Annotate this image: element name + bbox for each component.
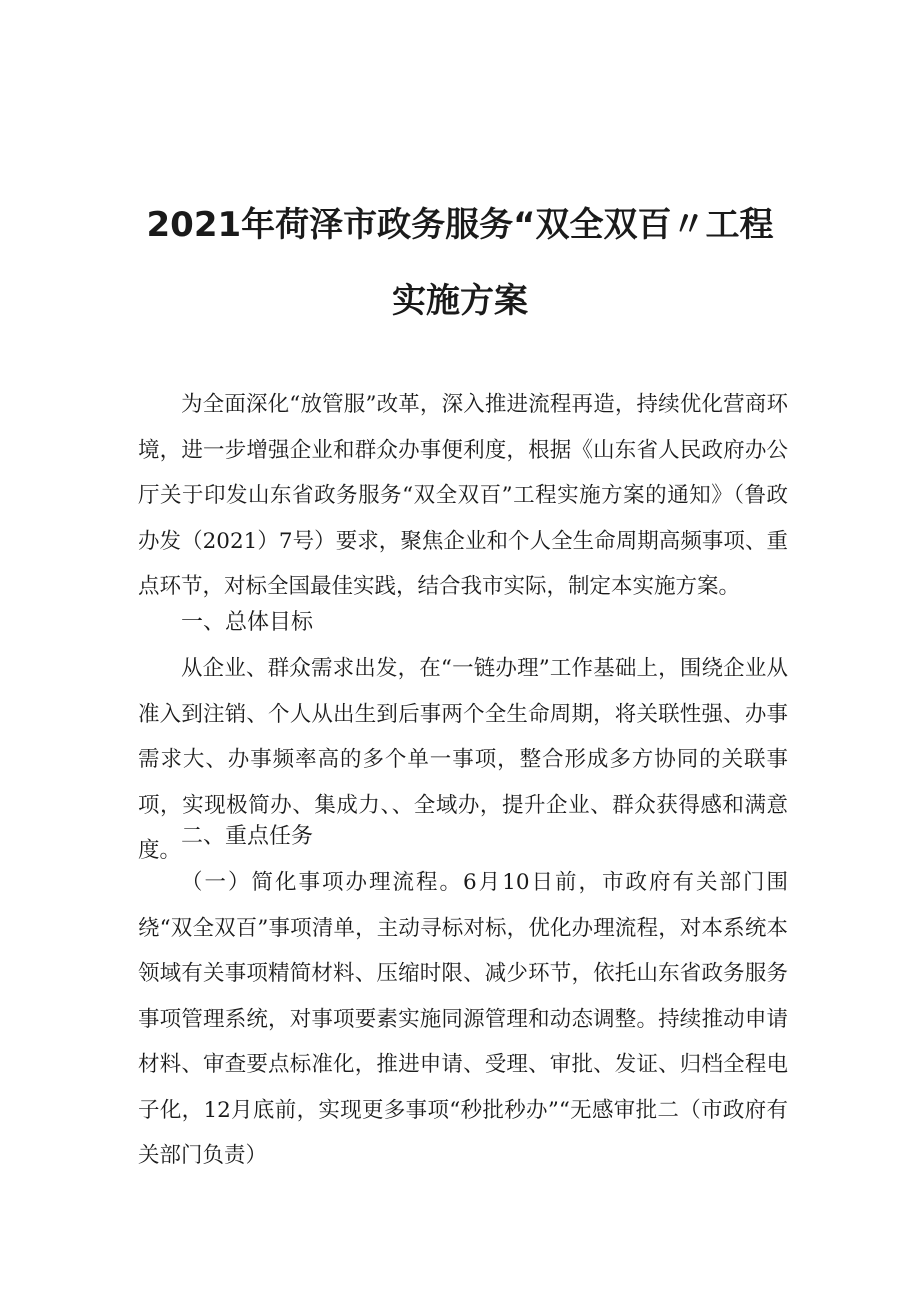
document-title-line-2: 实施方案 xyxy=(392,281,528,321)
section-heading-overall-goals: 一、总体目标 xyxy=(181,610,314,635)
intro-paragraph: 为全面深化“放管服”改革，深入推进流程再造，持续优化营商环境，进一步增强企业和群众办事便利度，根据《山东省人民政府办公厅关于印发山东省政务服务“双全双百”工程实施方案的通知》（鲁政办发（2021）7号）要求，聚焦企业和个人全生命周期高频事项、重点环节，对标全国最佳实践，结合我市实际，制定本实施方案。 xyxy=(138,392,788,599)
key-task-1-paragraph: （一）简化事项办理流程。6月10日前，市政府有关部门围绕“双全双百”事项清单，主动寻标对标，优化办理流程，对本系统本领域有关事项精简材料、压缩时限、减少环节，依托山东省政务服务事项管理系统，对事项要素实施同源管理和动态调整。持续推动申请材料、审查要点标准化，推进申请、受理、审批、发证、归档全程电子化，12月底前，实现更多事项“秒批秒办”“无感审批二（市政府有关部门负责） xyxy=(138,870,788,1168)
document-title-line-1: 2021年荷泽市政务服务“双全双百〃工程 xyxy=(146,205,774,245)
overall-goals-paragraph: 从企业、群众需求出发，在“一链办理”工作基础上，围绕企业从准入到注销、个人从出生到后事两个全生命周期，将关联性强、办事需求大、办事频率高的多个单一事项，整合形成多方协同的关联事项，实现极简办、集成力、、全域办，提升企业、群众获得感和满意度。 xyxy=(138,656,788,863)
section-heading-key-tasks: 二、重点任务 xyxy=(181,824,314,849)
